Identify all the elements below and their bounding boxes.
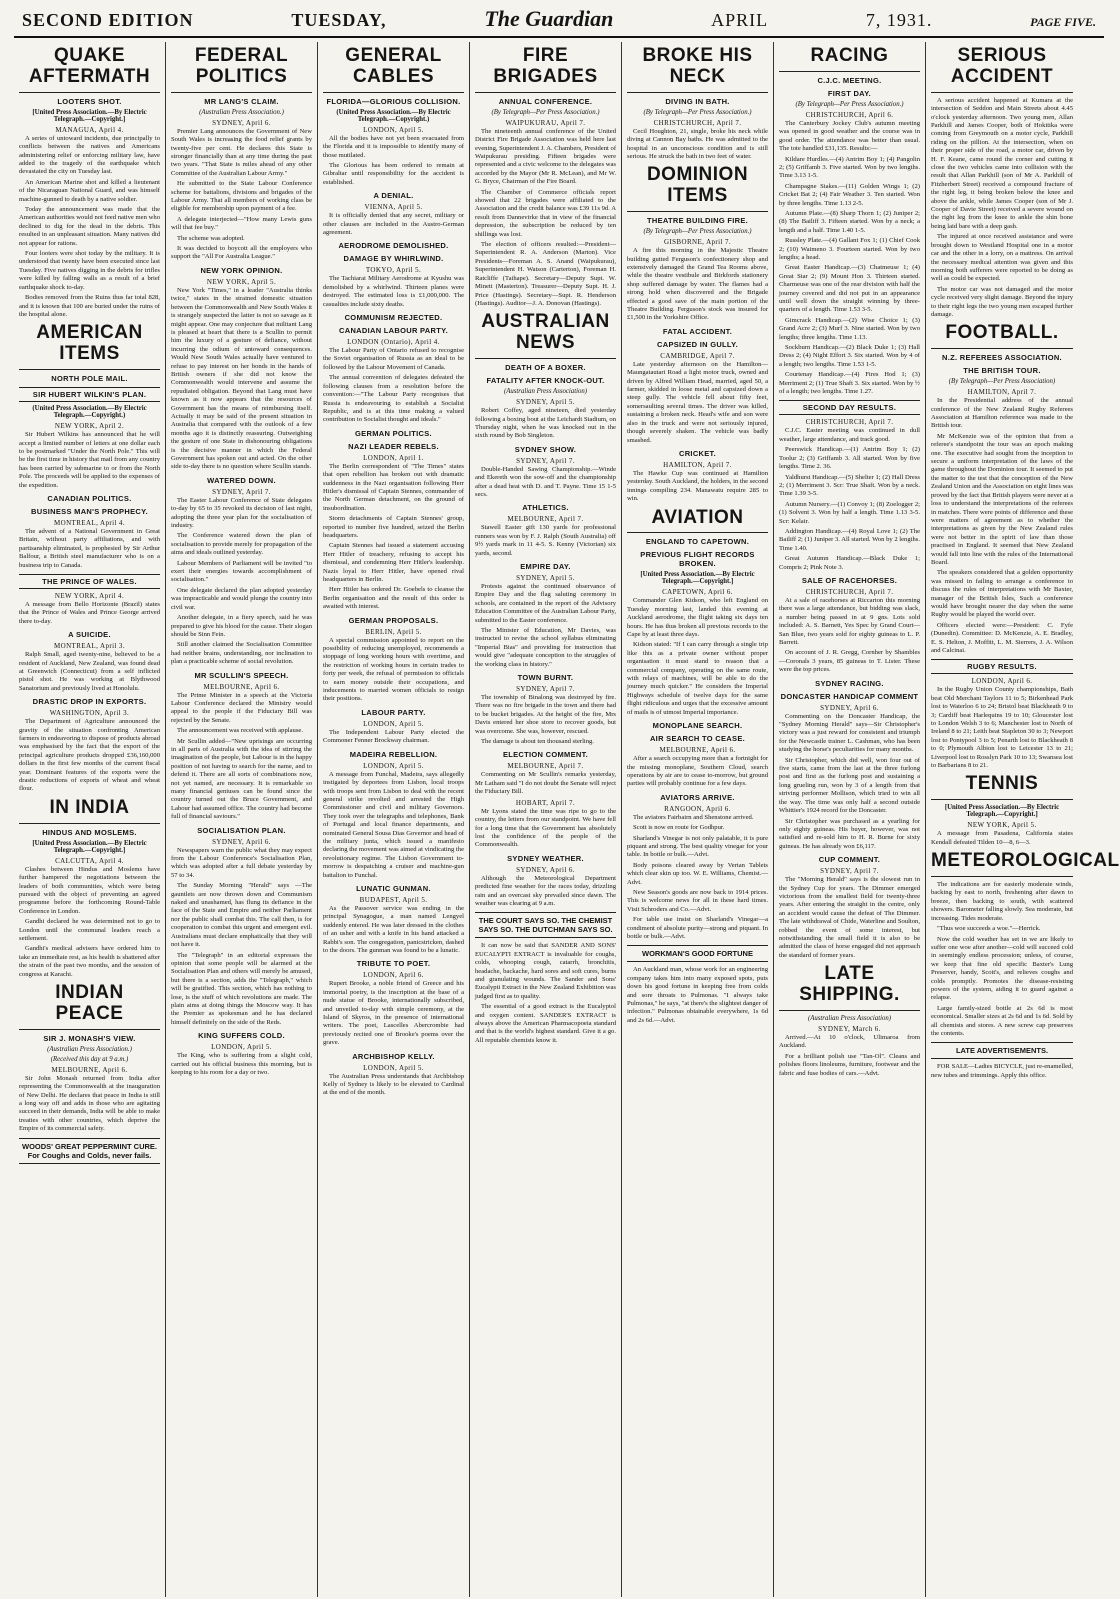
dateline: HOBART, April 7. <box>515 798 576 807</box>
article-paragraph: It can now be said that SANDER AND SONS' EUCALYPTI EXTRACT is invaluable for coughs, colds, whooping cough, catarrh, bronchitis, headache, backache, hard sores and soft cures, burns and granulating wounds. The Sander and Sons' Eucalypti Extract in the New Zealand Exhibition was judged first as to quality. <box>475 942 616 1000</box>
dateline: LONDON, April 1. <box>363 453 424 462</box>
article-paragraph: The "Morning Herald" says is the slowest run in the Sydney Cup for years. The Dimmer emerged victorious from the smallest field for twenty-three years. After entering the straight in the centre, only an accident would cause the defeat of The Dimmer. The late withdrawal of Chide, Waterline and Soulton, robbed the event of some interest, but notwithstanding the small field it is also to be admitted the class of horse engaged did not approach the standard of former years. <box>779 876 920 959</box>
subheading: PREVIOUS FLIGHT RECORDS BROKEN. <box>640 550 755 569</box>
dateline: TOKYO, April 5. <box>365 266 422 275</box>
article-paragraph: Premier Lang announces the Government of New South Wales is increasing the food relief grants by twenty-five per cent. He declares this State is stronger financially than at any time during the past two years. "That State is miles ahead of any other Committee of the Australian Labour Army." <box>171 127 312 177</box>
article-paragraph: A message from Pasadena, California states Kendall defeated Tilden 10—8, 6—3. <box>931 830 1073 846</box>
advertisement-heading: LATE ADVERTISEMENTS. <box>931 1042 1073 1059</box>
dateline: SYDNEY, April 7. <box>516 685 575 694</box>
article-paragraph: The Hawke Cup was continued at Hamilton yesterday. South Auckland, the holders, in the second innings compiling 234. Manawatu require 285 to win. <box>627 469 768 503</box>
subheading: SOCIALISATION PLAN. <box>197 825 286 835</box>
issue-month: APRIL <box>711 10 769 30</box>
article-paragraph: Newspapers warn the public what they may expect from the Labour Conference's Socialisation Plan, which was adopted after a full debate yesterday by 57 to 34. <box>171 846 312 879</box>
section-headline: GENERAL CABLES <box>323 46 464 93</box>
section-headline: LATE SHIPPING. <box>779 964 920 1011</box>
article-paragraph: Autumn Nursery.—(1) Convoy 1; (8) Zoelogger 2; (1) Solvent 3. Won by half a length. Time 1.13 3-5. Scr: Kelair. <box>779 500 920 525</box>
dateline: MELBOURNE, April 6. <box>659 746 736 755</box>
subheading: CAPSIZED IN GULLY. <box>657 339 738 349</box>
article-paragraph: Robert Coffey, aged nineteen, died yesterday following a boxing bout at the Leichardt Stadium, on Thursday night, when he was knocked out in the sixth round by Bob Singleton. <box>475 407 616 440</box>
article-paragraph: FOR SALE—Ladies BICYCLE, just re-enamelled, new tubes and trimmings. Apply this office. <box>931 1063 1073 1079</box>
article-paragraph: Sir Hubert Wilkins has announced that he will accept a limited number of letters at one dollar each to be postmarked "Under the North Pole." This will be the first time in history that mail from any country has been carried by submarine to or from the North Pole. The proceeds will be applied to the expenses of the expedition. <box>19 431 160 489</box>
article-paragraph: Great Easter Handicap.—(3) Chatmeuse 1; (4) Great Star 2; (9) Mount Hon 3. Thirteen started. Charmeuse was one of the rear division with half the journey covered and did not put in an appearance until well down the straight winning by three-quarters of a length. Time 1.53 3-5. <box>779 264 920 314</box>
article-paragraph: Bodies removed from the Ruins thus far total 828, and it is known that 100 are buried under the ruins of the hospital alone. <box>19 294 160 318</box>
subheading: THE BRITISH TOUR. <box>963 366 1041 376</box>
press-credit: (Australian Press Association.) <box>47 1045 132 1053</box>
dateline: VIENNA, April 5. <box>364 203 423 212</box>
subheading: AVIATORS ARRIVE. <box>660 792 735 802</box>
article-paragraph: A message from Bello Horizonte (Brazil) states that the Prince of Wales and Prince George arrived there to-day. <box>19 600 160 625</box>
article-paragraph: C.J.C. Easter meeting was continued in dull weather, large attendance, and track good. <box>779 427 920 443</box>
dateline: LONDON (Ontario), April 4. <box>347 338 440 347</box>
article-paragraph: Courtenay Handicap.—(4) Fires Hod 1; (3) Merriment 2; (1) True Shaft 3. Six started. Won by ½ of a length; two lengths. Time 1.27. <box>779 371 920 396</box>
dateline: NEW YORK, April 5. <box>967 821 1037 830</box>
article-paragraph: Still another claimed the Socialisation Committee had neither brains, understanding, nor inclination to plan a practicable scheme of social revolution. <box>171 641 312 666</box>
dateline: LONDON, April 6. <box>971 677 1033 686</box>
subheading: AIR SEARCH TO CEASE. <box>649 734 746 744</box>
subheading: MR LANG'S CLAIM. <box>204 96 279 106</box>
press-credit: (Australian Press Association.) <box>199 108 284 116</box>
article-paragraph: Autumn Plate.—(8) Sharp Thorn 1; (2) Juniper 2; (8) The Bailiff 3. Fifteen started. Won by a neck; a length and a half. Time 1.40 1-5. <box>779 209 920 234</box>
dateline: CHRISTCHURCH, April 7. <box>653 118 742 127</box>
article-paragraph: A message from Funchal, Madeira, says allegedly instigated by deportees from Lisbon, local troops with troops sent from Lisbon to deal with the recent general strike revolted and arrested the High Commissioner and civil and military Governors. They took over the telegraphs and telephones, Bank of Portugal and local finance departments, and nominated General Sousa Dias Governor and head of the military junta, which issued a manifesto declaring the movement was aimed at vindicating the revolutionary regime. The Lisbon Government to-morrow is despatching a cruiser and machine-gun battalion to Funchal. <box>323 770 464 879</box>
article-paragraph: The Labour Party of Ontario refused to recognise the Soviet organisation of Russia as an ideal to be followed by the Labour Movement of Canada. <box>323 347 464 371</box>
subheading: N.Z. REFEREES ASSOCIATION. <box>942 353 1062 363</box>
subheading: BUSINESS MAN'S PROPHECY. <box>31 506 148 516</box>
article-paragraph: The scheme was adopted. <box>177 234 245 242</box>
article-paragraph: Scott is now en route for Godhpur. <box>633 824 725 832</box>
section-headline: RACING <box>779 46 920 72</box>
press-credit: (By Telegraph—Per Press Association.) <box>491 108 600 116</box>
article-paragraph: An American Marine shot and killed a lieutenant of the Nicaraguan National Guard, and was himself machine-gunned to death by a native soldier. <box>19 178 160 203</box>
subheading: WATERED DOWN. <box>207 475 276 485</box>
dateline: SYDNEY, April 6. <box>212 118 271 127</box>
subheading: LOOTERS SHOT. <box>57 96 122 106</box>
article-paragraph: He submitted to the State Labour Conference scheme for battalions, divisions and brigades of the Labour Army. That all members of working class be eligible for membership upon payment of a fee. <box>171 180 312 213</box>
subheading: NEW YORK OPINION. <box>200 265 283 275</box>
press-credit: [United Press Association.—By Electric Telegraph.—Copyright.] <box>32 108 147 123</box>
dateline: NEW YORK, April 5. <box>206 277 277 286</box>
article-paragraph: Today the announcement was made that the American authorities would not feed native men who declined to dig for the dead in the debris. This resulted in an unpleasant situation. Many natives did not appear for rations. <box>19 206 160 247</box>
article-paragraph: Labour Members of Parliament will be invited "to exert their energies towards accomplishment of socialisation." <box>171 559 312 584</box>
article-paragraph: The annual convention of delegates defeated the following clauses from a resolution before the convention:—"The Labour Party recognises that Russia is endeavouring to establish a Socialist Republic, and is at this time making a valued contribution to Socialist thought and ideals." <box>323 374 464 424</box>
article-paragraph: The injured at once received assistance and were brought down to Westland Hospital one in a motor car and the other in a lorry, on a mattress. On arrival the necessary medical attention was given and this morning both sufferers were reported to be doing as well as could be expected. <box>931 233 1073 283</box>
dateline: LONDON, April 5. <box>211 1043 272 1052</box>
subheading: SECOND DAY RESULTS. <box>779 400 920 415</box>
article-paragraph: The township of Binalong was destroyed by fire. There was no fire brigade in the town and there had to be bucket brigades. At the height of the fire, Mrs Davis entered her shoe store to recover goods, but was overcome. She was, however, rescued. <box>475 694 616 735</box>
subheading: CANADIAN POLITICS. <box>47 493 132 503</box>
section-headline: FIRE BRIGADES <box>475 46 616 93</box>
subheading: EMPIRE DAY. <box>520 561 571 571</box>
article-paragraph: Commander Glen Kidson, who left England on Tuesday morning last, landed this evening at Auckland aerodrome, the flight taking six days ten hours. He has thus broken all previous records to the Cape by at least three days. <box>627 597 768 639</box>
article-paragraph: The Prime Minister in a speech at the Victoria Labour Conference declared the Ministry would appeal to the people if the Fiduciary Bill was rejected by the Senate. <box>171 691 312 724</box>
article-paragraph: The indications are for easterly moderate winds, backing by east to north, freshening after dawn to breeze, then backing to south, with scattered showers. Barometer falling slowly. Sea moderate, but increasing. Tides moderate. <box>931 881 1073 922</box>
press-credit: (By Telegraph—Per Press Association.) <box>795 100 904 108</box>
article-paragraph: The aviators Fairbairn and Shenstone arrived. <box>633 813 754 821</box>
subheading: A DENIAL. <box>373 191 414 201</box>
dateline: CHRISTCHURCH, April 6. <box>805 110 894 119</box>
article-paragraph: The damage is about ten thousand sterling. <box>481 738 594 746</box>
article-paragraph: The essential of a good extract is the Eucalyptol and oxygen content. SANDER'S EXTRACT is always above the American Pharmacopoeia standard and that is the world's highest standard. Give it a go. All reputable chemists know it. <box>475 1003 616 1044</box>
subheading: RUGBY RESULTS. <box>931 659 1073 674</box>
dateline: MONTREAL, April 4. <box>54 518 125 527</box>
section-headline: IN INDIA <box>19 798 160 824</box>
article-paragraph: The nineteenth annual conference of the United District Fire Brigade Association was held here last evening, Superintendent J. A. Chambers, President of Waipukurau presiding. Fifteen brigades were represented and a civic welcome to the delegates was accorded by the Mayor (Mr R. McLean), and Mr W. G. Bryce, Chairman of the Fire Board. <box>475 127 617 186</box>
subheading: A SUICIDE. <box>68 630 111 640</box>
dateline: CHRISTCHURCH, April 7. <box>805 418 894 427</box>
dateline: CHRISTCHURCH, April 7. <box>805 587 894 596</box>
advertisement-heading: WOODS' GREAT PEPPERMINT CURE. For Coughs and Colds, never fails. <box>19 1138 160 1164</box>
article-paragraph: The Tachiarai Military Aerodrome at Kyushu was demolished by a whirlwind. Thirteen planes were destroyed. The estimated loss is £1,000,000. The casualties include sixty deaths. <box>323 275 464 308</box>
article-paragraph: The speakers considered that a golden opportunity was missed in failing to arrange a conference to discuss the rules of interpretations with Mr Baxter, manager of the British Isles, Such a conference would have brought nearer the day when the same Rugby would be played the world over. <box>931 569 1073 619</box>
article-paragraph: Peerswick Handicap.—(1) Antrim Boy 1; (2) Toolur 2; (3) Griffamb 3. All started. Won by five lengths. Time 2. 36. <box>779 446 920 471</box>
article-paragraph: Captain Stennes had issued a statement accusing Herr Hitler of treachery, refusing to accept his dismissal, and condemning Herr Hitler's leadership. Nazis loyal to Herr Hitler, have opened rival headquarters in Berlin. <box>323 542 464 583</box>
dateline: MELBOURNE, April 6. <box>203 682 280 691</box>
article-paragraph: Gandhi's medical advisers have ordered him to take an immediate rest, as his health is shattered after the strain of the past two months, and the session of congress at Karachi. <box>19 945 160 978</box>
article-paragraph: A serious accident happened at Kumara at the intersection of Seddon and Main Streets about 4.45 o'clock yesterday afternoon. Two young men, Allan Parkhill and James Cooper, both of Hokitika were coming from Greymouth on a motor cycle, Parkhill riding on the pillion. At the intersection, when on their proper side of the road, a motor car, driven by H. F. Keane, came round the corner and cutting it close the two vehicles came into collision with the result that Allan Parkhill (son of Mr A. Parkhill of Fitzherbert Street) received a compound fracture of the right leg, it being broken below the knee and above the ankle, while James Cooper (son of Mr J. Cooper of Davie Street) received a severe wound on the right leg from the knee to ankle the shin bone being laid bare with a deep gash. <box>931 96 1073 230</box>
subheading: AERODROME DEMOLISHED. <box>338 241 449 251</box>
article-paragraph: Clashes between Hindus and Moslems have further hampered the negotiations between the leaders of both communities, which were being pursued with the object of preventing an agreed programme before the forthcoming Round-Table Conference in London. <box>19 865 160 915</box>
article-paragraph: In the Rugby Union County championships, Bath beat Old Merchant Taylors 11 to 5; Birkenhead Park lost to Waterloo 6 to 24; Bristol beat Blackheath 9 to 3; Cardiff beat Harlequins 19 to 10; Gloucester lost to London Welsh 3 to 6; Manchester lost to North of Ireland 8 to 21; Leith beat Stapleton 30 to 3; Newport lost to Pontypool 3 to 5; Penarth lost to Blackheath 8 to 0; Plymouth Albion lost to Leicester 13 to 21; Liverpool lost to Rosslyn Park 10 to 13; Swansea lost to Barbarians 8 to 21. <box>931 686 1073 770</box>
dateline: SYDNEY, March 6. <box>818 1024 881 1033</box>
news-column <box>166 42 318 1597</box>
article-paragraph: Gandhi declared he was determined not to go to London until the communal leaders reach a settlement. <box>19 918 160 943</box>
article-paragraph: A delegate interjected—"How many Lewis guns will that fee buy." <box>171 215 312 232</box>
subheading: NORTH POLE MAIL. <box>51 374 128 384</box>
section-headline: SERIOUS ACCIDENT <box>931 46 1073 93</box>
subheading: HINDUS AND MOSLEMS. <box>42 827 137 837</box>
section-headline: QUAKE AFTERMATH <box>19 46 160 93</box>
dateline: MELBOURNE, April 7. <box>507 762 584 771</box>
subheading: ELECTION COMMENT. <box>502 750 589 760</box>
press-credit: (Received this day at 9 a.m.) <box>50 1055 129 1063</box>
article-paragraph: Russley Plate.—(4) Gallant Fox 1; (1) Chief Cook 2; (10) Waimeno 3. Fourteen started. Won by two lengths; a head. <box>779 237 920 261</box>
article-paragraph: Although the Meteorological Department predicted fine weather for the races today, drizzling rain and an overcast sky prevailed since dawn. The weather was clearing at 9 a.m. <box>475 874 616 907</box>
dateline: SYDNEY, April 6. <box>516 865 575 874</box>
subheading: ARCHBISHOP KELLY. <box>352 1051 435 1061</box>
news-column <box>926 42 1120 1597</box>
article-paragraph: Mr Lyons stated the time was ripe to go to the country, the letters from our standpoint. We have fell for a long time that the Government has absolutely lost the confidence of the people of the Commonwealth. <box>475 807 616 849</box>
article-paragraph: A special commission appointed to report on the possibility of reducing unemployed, recommends a stoppage of long working hours with overtime, and the restriction of working hours in certain trades to forty per week, the refusal of permission to officials to earn money outside their occupations, and inducements to married women officials to resign their positions. <box>323 636 464 703</box>
article-paragraph: The Sunday Morning "Herald" says —The gauntlets are now thrown down and Communism naked and unashamed, has flung its defiance in the face of the State and Empire and neither Parliament nor the public shall combat this. The call then, is for cooperation to combat this urgent and emergent evil. Australians must declare emphatically that they will not have it. <box>171 882 312 949</box>
page-number: PAGE FIVE. <box>1030 15 1096 29</box>
dateline: LONDON, April 6. <box>363 971 424 980</box>
subheading: SIR J. MONASH'S VIEW. <box>43 1033 136 1043</box>
subheading: TOWN BURNT. <box>517 673 574 683</box>
dateline: LONDON, April 5. <box>363 719 424 728</box>
section-headline: TENNIS <box>931 774 1073 800</box>
press-credit: [United Press Association.—By Electric Telegraph.—Copyright.] <box>640 571 755 586</box>
dateline: SYDNEY, April 5. <box>516 573 575 582</box>
subheading: THE PRINCE OF WALES. <box>19 574 160 589</box>
issue-day: TUESDAY, <box>291 10 387 30</box>
dateline: CAPETOWN, April 6. <box>662 588 733 597</box>
article-paragraph: A series of untoward incidents, due principally to conflicts between the natives and Americans administering relief or enforcing military law, have added to the tragedy of the earthquake which devastated the city on Tuesday last. <box>19 134 160 176</box>
subheading: SYDNEY SHOW. <box>514 444 577 454</box>
article-paragraph: Herr Hitler has ordered Dr. Goebels to cleanse the Berlin organisation and the result of this order is awaited with interest. <box>323 586 464 611</box>
article-paragraph: The advent of a National Government in Great Britain, without party affiliations, and with partisanship eliminated, is prophesied by Sir Arthur Balfour, a British steel manufacturer who is on a business trip to Canada. <box>19 527 160 569</box>
subheading: DIVING IN BATH. <box>665 96 730 106</box>
subheading: FLORIDA—GLORIOUS COLLISION. <box>326 96 461 106</box>
dateline: NEW YORK, April 4. <box>54 591 125 600</box>
dateline: NEW YORK, April 2. <box>54 422 125 431</box>
dateline: BERLIN, April 5. <box>365 627 422 636</box>
article-paragraph: The Conference watered down the plan of socialisation to provide merely for propagation of the aims and ideals outlined yesterday. <box>171 532 312 557</box>
news-column <box>470 42 622 1597</box>
article-paragraph: Cecil Houghton, 21, single, broke his neck while diving at Cannon Bay baths. He was admitted to the hospital in an unconscious condition and is still serious. He struck the bath in two feet of water. <box>627 127 768 160</box>
dateline: GISBORNE, April 7. <box>663 238 732 247</box>
article-paragraph: The "Telegraph" in an editorial expresses the opinion that some people will be alarmed at the Socialisation Plan and others will merely be amused, but there is a section, adds the "Telegraph," which will be gratified. This section, which has nothing to lose, is the stuff of which revolutions are made. The plain aims at doing things the Moscow way. It has the Premier as spokesman and he has declared himself definitely on the side of the Reds. <box>171 951 312 1026</box>
article-paragraph: Four looters were shot today by the military. It is understood that twenty have been executed since last Tuesday. Five natives digging in the debris for trifles were killed by falling walls as a result of a brief earthquake shock to-day. <box>19 250 160 291</box>
article-paragraph: The announcement was received with applause. <box>177 727 303 735</box>
article-paragraph: Rupert Brooke, a noble friend of Greece and his immortal poetry, is the inscription at the base of a nude statue of Brooke, internationally subscribed, and unveiled to-day with simple ceremony, at the Island of Skyros, in the presence of international writers. The poet, Lascelles Abercrombie had previously recited one of Brooke's poems over the grave. <box>323 980 464 1047</box>
press-credit: (Australian Press Association) <box>503 388 588 396</box>
subheading: THEATRE BUILDING FIRE. <box>646 216 749 226</box>
section-headline: DOMINION ITEMS <box>627 165 768 212</box>
dateline: WAIPUKURAU, April 7. <box>505 118 586 127</box>
dateline: SYDNEY, April 7. <box>820 867 879 876</box>
dateline: CALCUTTA, April 4. <box>55 856 124 865</box>
article-paragraph: Sir Christopher, which did well, won four out of five starts, came from the last at the three furlong post and first as the furlong post and sustaining a long grueling run, won by 3 of a length from that striving performer Mollison, which tried to win all the way. The time was only half a second outside Whittier's 1924 record for the Doncaster. <box>779 756 920 815</box>
article-paragraph: The King, who is suffering from a slight cold, carried out his official business this morning, but is keeping to his room for a day or two. <box>171 1052 312 1076</box>
dateline: SYDNEY, April 6. <box>212 837 271 846</box>
edition-label: SECOND EDITION <box>22 10 194 30</box>
section-headline: BROKE HIS NECK <box>627 46 768 93</box>
article-paragraph: It is officially denied that any secret, military or other clauses are included in the Austro-German agreement. <box>323 212 464 237</box>
article-paragraph: Kildare Hurdles.—(4) Antrim Boy 1; (4) Pangolin 2; (5) Griffamb 3. Five started. Won by two lengths. Time 3.13 1-5. <box>779 155 920 180</box>
article-paragraph: Gimcrack Handicap.—(2) Wise Choice 1; (3) Grand Acre 2; (3) Murf 3. Nine started. Won by two lengths; three lengths. Time 1.13. <box>779 316 920 341</box>
issue-date: 7, 1931. <box>865 10 933 30</box>
article-paragraph: Kidson stated: "If I can carry through a single trip like this as a private owner without proper organisation it must stand to reason that a commercial company, operating on the same route, with relays of machines, will be able to do the journey much quicker." He considers the Imperial Highways schedule of twelve days for the same flight ridiculous and urges that the excessive amount of mails is of utmost Imperial importance. <box>627 641 768 716</box>
article-paragraph: Addington Handicap.—(4) Royal Love 1; (2) The Bailiff 2; (1) Juniper 3. All started. Won by 2 lengths. Time 1.40. <box>779 527 920 552</box>
dateline: SYDNEY, April 5. <box>516 398 575 407</box>
dateline: LONDON, April 5. <box>363 1063 424 1072</box>
section-headline: METEOROLOGICAL <box>931 851 1073 877</box>
article-paragraph: For a brilliant polish use "Tan-Ol". Cleans and polishes floors linoleums, furniture, footwear and the fabric and fuse bodies of cars.—Advt. <box>779 1052 920 1077</box>
newspaper-title: The Guardian <box>484 6 614 31</box>
subheading: MONOPLANE SEARCH. <box>652 721 743 731</box>
article-paragraph: An Auckland man, whose work for an engineering company takes him into many exposed spots, puts down his good fortune in keeping free from colds and sore throats to Pulmonas. "I always take Pulmonas," he says, "at there's the slightest danger of infection." Pulmonas obtainable everywhere, 1s 6d and 2s 6d.—Advt. <box>627 966 768 1024</box>
subheading: NAZI LEADER REBELS. <box>348 441 439 451</box>
article-paragraph: One delegate declared the plan adopted yesterday was impracticable and would plunge the country into civil war. <box>171 586 312 611</box>
dateline: CAMBRIDGE, April 7. <box>660 351 735 360</box>
article-paragraph: The Minister of Education, Mr Davies, was instructed to revise the school syllabus eliminating "Imperial Bias" and providing for instruction that would give "adequate conception to the struggles of the working class in history." <box>475 627 616 668</box>
article-paragraph: The election of officers resulted:—President—Superintendent R. A. Anderson (Marton). Vice Presidents—Foreman A. S. Anand (Waipukurau), Superintendent H. Watson (Carterton), Foreman H. Ratcliffe (Taihape). Secretary—Deputy Supt. W. Minett (Masterton). Treasurer—Deputy Supt. H. J. Price (Hastings). Secretary—Supt. R. Henderson (Hastings). Auditor—J. A. Donovan (Hastings). <box>475 241 616 307</box>
press-credit: [United Press Association.—By Electric Telegraph.—Copyright.] <box>944 804 1060 819</box>
news-column <box>14 42 166 1597</box>
dateline: MELBOURNE, April 6. <box>51 1065 128 1074</box>
news-column <box>318 42 470 1597</box>
article-paragraph: Arrived.—At 10 o'clock, Ulimaroa from Auckland. <box>779 1033 920 1050</box>
article-paragraph: Officers elected were:—President: C. Fyfe (Dunedin). Committee: D. McKenzie, A. E. Bradley, E. S. Helton, J. Moffitt, L. M. Sierrers, J. A. Wilson and Calcinai. <box>931 621 1073 655</box>
section-headline: INDIAN PEACE <box>19 983 160 1030</box>
subheading: DONCASTER HANDICAP COMMENT <box>780 691 919 701</box>
subheading: CRICKET. <box>679 448 716 458</box>
subheading: FATALITY AFTER KNOCK-OUT. <box>486 376 605 386</box>
press-credit: [United Press Association.—By Electric Telegraph.—Copyright.] <box>32 839 147 854</box>
article-paragraph: Another delegate, in a fiery speech, said he was prepared to give his blood for the cause. Their slogan should be Sinn Fein. <box>171 614 312 638</box>
article-paragraph: The motor car was not damaged and the motor cycle received very slight damage. Beyond the injury to their right legs the two young men escaped further damage. <box>931 285 1073 318</box>
article-paragraph: Large family-sized bottle at 2s 6d is most economical. Smaller sizes at 2s 6d and 1s 6d. Sold by all chemists and stores. A new screw cap preserves the contents. <box>931 1004 1073 1037</box>
subheading: TRIBUTE TO POET. <box>356 959 431 969</box>
article-paragraph: "Thus woe succeeds a woe."—Herrick. <box>937 925 1041 933</box>
dateline: LONDON, April 5. <box>363 761 424 770</box>
article-paragraph: For table use insist on Sharland's Vinegar—a condiment of absolute purity—strong and piquant. In bottle or bulk.—Advt. <box>627 916 768 941</box>
dateline: SYDNEY, April 6. <box>820 703 879 712</box>
article-paragraph: The Department of Agriculture announced the gravity of the situation confronting American farmers in endeavoring to dispose of products abroad was emphasised by the fact that the export of the principal agriculture products dropped £36,160,000 dollars in the first few months of the current fiscal year. Dominant features of the exports were the drastic reductions of exports of wheat and wheat flour. <box>19 718 160 793</box>
dateline: HAMILTON, April 7. <box>663 460 732 469</box>
article-paragraph: Champagne Stakes.—(11) Golden Wings 1; (2) Cricket Bat 2; (4) Fair Weather 3. Ten started. Won by three lengths. Time 1.13 2-5. <box>779 182 920 207</box>
article-paragraph: Commenting on Mr Scullin's remarks yesterday, Mr Latham said "I do not doubt the Senate will reject the Fiduciary Bill. <box>475 771 616 796</box>
subheading: MADEIRA REBELLION. <box>349 749 438 759</box>
subheading: GERMAN POLITICS. <box>355 428 432 438</box>
section-headline: AUSTRALIAN NEWS <box>475 312 616 359</box>
section-headline: AMERICAN ITEMS <box>19 323 160 370</box>
article-paragraph: A fire this morning in the Majestic Theatre building gutted Ferguson's confectionery shop and extensively damaged the Grand Tea Rooms above, while the theatre vestibule and Birkfords stationery shop suffered damage by water. The flames had a strong hold when discovered and the Brigade effected a good save of the main portion of the Theatre Building. Ferguson's stock was insured for £1,500 in the Yorkshire Office. <box>627 247 768 322</box>
article-paragraph: The Berlin correspondent of "The Times" states that open rebellion has broken out with dramatic suddenness in the Nazi organisation following Herr Hitler's dismissal of Captain Stennes, commander of the North German detachment, on the ground of insubordination. <box>323 462 464 512</box>
article-paragraph: Stawell Easter gift 130 yards for professional runners was won by F. J. Ralph (South Australia) off 9½ yards mark in 11 4-5. S. Kenny (Victorian) six yards, second. <box>475 524 616 557</box>
article-paragraph: New York "Times," in a leader "Australia thinks twice," states in the strained domestic situation between the Commonwealth and New South Wales it is strangely suspected the latter is not so savage as it might appear. One may conjecture that militant Lang is pleased at heart that there is a Scullin to permit him the luxury of a gesture of defiance, without incurring the odium of untoward consequences. Would New South Wales actually have ventured to refuse to pay interest on her bonds in the hands of British owners if she did not know the Commonwealth would intervene and assume the repudiated obligation. Beyond that Lang must have known as it now appears that the resources of Government has the means of reimbursing itself. Actually it may be said of the present situation in Australia that compared with the outlook of a few months ago it is distinctly reassuring. Outweighing the gesture of one State in dishonouring obligations is the decisive manner in which the Federal Government has spoken out and acted. On the other side to-day there is no question where Scullin stands. <box>171 286 312 471</box>
article-paragraph: Double-Handed Sawing Championship.—Winde and Ekereth won the sow-off and the championship after a dead heat with D. and T. Payne. Time 15 1-5 secs. <box>475 465 616 498</box>
section-headline: FOOTBALL. <box>931 323 1073 349</box>
masthead <box>14 6 1104 38</box>
press-credit: (By Telegraph—Per Press Association.) <box>643 108 752 116</box>
press-credit: (By Telegraph—Per Press Association) <box>948 378 1056 386</box>
subheading: CANADIAN LABOUR PARTY. <box>339 326 448 336</box>
press-credit: (United Press Association.—By Electric Telegraph.—Copyright.) <box>32 405 147 420</box>
article-paragraph: The Chamber of Commerce officials report showed that 22 brigades were affiliated to the Association and the credit balance was £39 11s 9d. A result from Dannevirke that in view of the financial depression, the subscription be reduced by ten shillings was lost. <box>475 188 616 238</box>
subheading: C.J.C. MEETING. <box>817 75 882 85</box>
article-paragraph: The Easter Labour Conference of State delegates to-day by 65 to 35 revoked its decision of last night, adopting the three year plan for the socialisation of industry. <box>171 496 312 530</box>
article-paragraph: Storm detachments of Captain Stennes' group, reported to number five hundred, seized the Berlin headquarters. <box>323 515 464 539</box>
dateline: SYDNEY, April 7. <box>516 456 575 465</box>
subheading: KING SUFFERS COLD. <box>198 1031 285 1041</box>
article-paragraph: The Canterbury Jockey Club's autumn meeting was opened in good weather and the course was in good order. The attendance was better than usual. The tote handled £31,135. Results:— <box>779 119 920 153</box>
article-paragraph: The Independent Labour Party elected the Commoner Fenner Brockway chairman. <box>323 728 464 745</box>
dateline: HAMILTON, April 7. <box>967 388 1037 397</box>
article-paragraph: Mr McKenzie was of the opinion that from a referee's standpoint the tour was an epoch making one. The executive had sought from the inception to secure a uniform interpretation of the laws of the game throughout the Dominion tour. It seemed to put the matter to the test that the conception of the New Zealand Union and the Association on eight lines was proved by the fact that British players were never at a loss to understand the interpretations of the referees in matches. There were points of difference and these were matters of agreement as to whether the interpretations as given by the New Zealand rules were not better in the spirit of law than those practised in England. It seemed that New Zealand would fall into line with the rules of the International Board. <box>931 432 1073 566</box>
article-paragraph: As the Passover service was ending in the principal Synagogue, a man named Lengyel suddenly entered. He was later dressed in the clothes of an usher and with a knife in his hand attacked a Rabbi's son. The congregation, panicstricken, dashed to the doors. The gunman was found to be a lunatic. <box>323 904 464 954</box>
subheading: FATAL ACCIDENT. <box>662 326 733 336</box>
article-paragraph: Great Autumn Handicap.—Black Duke 1; Compris 2; Pink Note 3. <box>779 555 920 571</box>
article-paragraph: At a sale of racehorses at Riccarton this morning there was a large attendance, but bidding was slack, a number being passed in at 9 gns. Lots sold included: A. S. Barnett, Yes Spec by Grand Court—San Blue, two years sold for eighty guineas to L. P. Barrett. <box>779 596 920 647</box>
dateline: MONTREAL, April 3. <box>54 642 125 651</box>
subheading: SYDNEY RACING. <box>815 678 884 688</box>
article-paragraph: Sir Christopher was purchased as a yearling for only eighty guineas. His buyer, however, was not satisfied and re-sold him to H. R. Burne for sixty guineas. He has already won £6,117. <box>779 817 920 850</box>
subheading: ENGLAND TO CAPETOWN. <box>645 537 750 547</box>
article-paragraph: Ralph Small, aged twenty-nine, believed to be a resident of Auckland, New Zealand, was found dead at Greenwich (Connecticut) from a self inflicted pistol shot. He was working at Blythwood Sanatorium and previously lived at Honolulu. <box>19 651 160 692</box>
article-paragraph: Sir John Monash returned from India after representing the Commonwealth at the inauguration of New Delhi. He declares that peace in India is still a long way off and adds in those who are agitating succeed in their demands, India will be able to make treaties with other countries, which deprive the Empire of its commercial safety. <box>19 1074 160 1133</box>
dateline: WASHINGTON, April 3. <box>49 709 130 718</box>
section-headline: AVIATION <box>627 508 768 534</box>
columns-container <box>14 42 1120 1597</box>
dateline: BUDAPEST, April 5. <box>359 895 428 904</box>
subheading: DRASTIC DROP IN EXPORTS. <box>32 697 147 707</box>
advertisement-heading: WORKMAN'S GOOD FORTUNE <box>627 945 768 962</box>
article-paragraph: The Glorious has been ordered to remain at Gibraltar until responsibility for the accident is established. <box>323 162 464 186</box>
article-paragraph: On account of J. R. Gregg, Cornher by Shambles—Coronals 3 years, 85 guineas to T. Lister. These were the top prices. <box>779 649 920 674</box>
section-headline: FEDERAL POLITICS <box>171 46 312 93</box>
article-paragraph: Mr Scullin added—"New uprisings are occurring in all parts of Australia with the idea of stirring the imagination of the people, but Labour is in the happy position of not having to search for the name, and to defend it. There are all sorts of combinations now, not yet named, are necessary. It is remarkable so many financial geniuses can be found since the country turned out the Bruce Government, and Labour had assumed office. The country had become full of financial saviours." <box>171 737 312 821</box>
article-paragraph: Body poisons cleared away by Vertan Tablets which clear skin up too. W. E. Williams, Chemist.—Advt. <box>627 861 768 886</box>
subheading: SYDNEY WEATHER. <box>507 853 584 863</box>
subheading: CUP COMMENT. <box>818 855 881 865</box>
subheading: DEATH OF A BOXER. <box>505 363 586 373</box>
dateline: MANAGUA, April 4. <box>55 125 124 134</box>
press-credit: (Australian Press Association) <box>807 1014 892 1022</box>
article-paragraph: Late yesterday afternoon on the Hamilton—Maungatautari Road a light motor truck, owned and driven by Alfred William Head, married, aged 50, a farmer, skidded in loose metal and capsized down a steep gully. The vehicle fell about fifty feet, somersaulting several times. The driver was killed, sustaining a broken neck. Head's wife and son were also in the truck and were not seriously injured, though severely shaken. The vehicle was badly smashed. <box>627 360 768 444</box>
news-column <box>622 42 774 1597</box>
article-paragraph: It was decided to boycott all the employers who support the "All For Australia League." <box>171 245 312 261</box>
dateline: LONDON, April 5. <box>363 125 424 134</box>
subheading: LABOUR PARTY. <box>361 707 426 717</box>
press-credit: (By Telegraph—Per Press Association.) <box>643 228 752 236</box>
article-paragraph: Now the cold weather has set in we are likely to suffer one woe after another—cold will succeed cold in seemingly endless procession; unless, of course, we keep that fine old specific Baxter's Lung Preserver, handy, Scott's, and relieves coughs and colds promptly. Promotes the disease-resisting powers of the system, aiding it to guard against a relapse. <box>931 935 1073 1002</box>
article-paragraph: After a search occupying more than a fortnight for the missing monoplane, Southern Cloud, search operations by air are to cease to-morrow, but ground parties will probably continue for a few days. <box>627 755 768 788</box>
article-paragraph: Commenting on the Doncaster Handicap, the "Sydney Morning Herald" says—Sir Christopher's victory was a just reward for consistent and triumph for the Newcastle trainer L. Cashman, who has been studying the horse's peculiarities for many months. <box>779 712 920 754</box>
subheading: GERMAN PROPOSALS. <box>348 615 439 625</box>
subheading: FIRST DAY. <box>827 88 872 98</box>
news-column <box>774 42 926 1597</box>
press-credit: (United Press Association.—By Electric Telegraph.—Copyright.) <box>336 108 451 123</box>
subheading: MR SCULLIN'S SPEECH. <box>194 670 289 680</box>
article-paragraph: The Australian Press understands that Archbishop Kelly of Sydney is likely to be elevated to Cardinal at the end of the month. <box>323 1072 464 1097</box>
article-paragraph: Sharland's Vinegar is not only palatable, it is pure piquant and strong. The best quality vinegar for your table. In bottle or bulk.—Advt. <box>627 834 768 859</box>
subheading: LUNATIC GUNMAN. <box>356 883 431 893</box>
article-paragraph: Protests against the continued observance of Empire Day and the flag saluting ceremony in schools, are contained in the report of the Advisory Education Committee of the Australian Labour Party, submitted to the Easter conference. <box>475 582 616 624</box>
dateline: SYDNEY, April 7. <box>212 487 271 496</box>
article-paragraph: New Season's goods are now back to 1914 prices. This is welcome news for all in these hard times. Visit Schroders and Co.—Advt. <box>627 888 768 913</box>
article-paragraph: In the Presidential address of the annual conference of the New Zealand Rugby Referees Association at Hamilton reference was made to the British tour. <box>931 397 1073 430</box>
subheading: COMMUNISM REJECTED. <box>344 313 443 323</box>
subheading: ANNUAL CONFERENCE. <box>498 96 593 106</box>
advertisement-heading: THE COURT SAYS SO. THE CHEMIST SAYS SO. THE DUTCHMAN SAYS SO. <box>475 912 616 938</box>
subheading: ATHLETICS. <box>522 503 569 513</box>
subheading: SALE OF RACEHORSES. <box>801 575 898 585</box>
dateline: RANGOON, April 6. <box>664 804 731 813</box>
dateline: MELBOURNE, April 7. <box>507 515 584 524</box>
subheading: SIR HUBERT WILKIN'S PLAN. <box>19 387 160 402</box>
article-paragraph: Yaldhurst Handicap.—(5) Shelter 1; (2) Hall Dress 2; (1) Merriment 3. Scr: True Shaft. Won by a neck. Time 1.39 3-5. <box>779 473 920 498</box>
subheading: DAMAGE BY WHIRLWIND. <box>343 254 444 264</box>
article-paragraph: All the bodies have not yet been evacuated from the Florida and it is impossible to identify many of those mutilated. <box>323 134 464 159</box>
article-paragraph: Sockburn Handicap.—(2) Black Duke 1; (3) Hall Dress 2; (4) Night Effort 3. Six started. Won by 4 of a length; two lengths. Time 1.53 1-5. <box>779 344 920 368</box>
